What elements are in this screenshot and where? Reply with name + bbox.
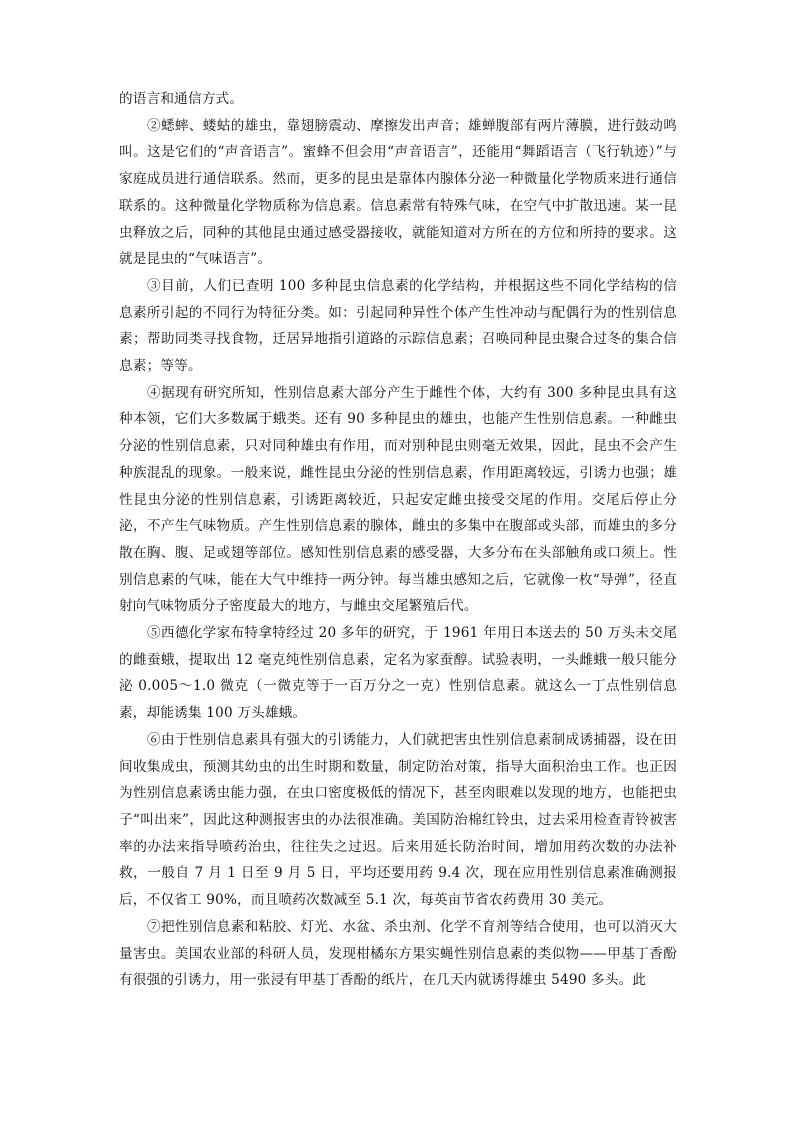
paragraph-2: ②蟋蟀、蝼蛄的雄虫，靠翅膀震动、摩擦发出声音；雄蝉腹部有两片薄膜，进行鼓动鸣叫。这是它们的“声音语言”。蜜蜂不但会用“声音语言”，还能用“舞蹈语言（飞行轨迹）”与家庭成员进行通信联系。然而，更多的昆虫是靠体内腺体分泌一种微量化学物质来进行通信联系的。这种微量化学物质称为信息素。信息素常有特殊气味，在空气中扩散迅速。某一昆虫释放之后，同种的其他昆虫通过感受器接收，就能知道对方所在的方位和所持的要求。这就是昆虫的“气味语言”。 [119, 117, 677, 268]
paragraph-7: ⑦把性别信息素和粘胶、灯光、水盆、杀虫剂、化学不育剂等结合使用，也可以消灭大量害虫。美国农业部的科研人员，发现柑橘东方果实蝇性别信息素的类似物——甲基丁香酚有很强的引诱力，用一张浸有甲基丁香酚的纸片，在几天内就诱得雄虫 5490 多头。此 [119, 918, 677, 989]
paragraph-5: ⑤西德化学家布特拿特经过 20 多年的研究，于 1961 年用日本送去的 50 万头未交尾的雌蚕蛾，提取出 12 毫克纯性别信息素，定名为家蚕醇。试验表明，一头雌蛾一般只能分泌 0.005～1.0 微克（一微克等于一百万分之一克）性别信息素。就这么一丁点性别信息素，却能诱集 100 万头雄蛾。 [119, 625, 677, 722]
paragraph-3: ③目前，人们已查明 100 多种昆虫信息素的化学结构，并根据这些不同化学结构的信息素所引起的不同行为特征分类。如：引起同种异性个体产生性冲动与配偶行为的性别信息素；帮助同类寻找食物，迁居异地指引道路的示踪信息素；召唤同种昆虫聚合过冬的集合信息素；等等。 [119, 277, 677, 375]
document-page [119, 86, 677, 994]
paragraph-continued: 的语言和通信方式。 [119, 91, 244, 107]
paragraph-4: ④据现有研究所知，性别信息素大部分产生于雌性个体，大约有 300 多种昆虫具有这种本领，它们大多数属于蛾类。还有 90 多种昆虫的雄虫，也能产生性别信息素。一种雌虫分泌的性别信息素，只对同种雄虫有作用，而对别种昆虫则毫无效果，因此，昆虫不会产生种族混乱的现象。一般来说，雌性昆虫分泌的性别信息素，作用距离较远，引诱力也强；雄性昆虫分泌的性别信息素，引诱距离较近，只起安定雌虫接受交尾的作用。交尾后停止分泌，不产生气味物质。产生性别信息素的腺体，雌虫的多集中在腹部或头部，而雄虫的多分散在胸、腹、足或翅等部位。感知性别信息素的感受器，大多分布在头部触角或口须上。性别信息素的气味，能在大气中维持一两分钟。每当雄虫感知之后，它就像一枚“导弹”，径直射向气味物质分子密度最大的地方，与雌虫交尾繁殖后代。 [119, 384, 677, 615]
paragraph-6: ⑥由于性别信息素具有强大的引诱能力，人们就把害虫性别信息素制成诱捕器，设在田间收集成虫，预测其幼虫的出生时期和数量，制定防治对策，指导大面积治虫工作。也正因为性别信息素诱虫能力强，在虫口密度极低的情况下，甚至肉眼难以发现的地方，也能把虫子“叫出来”，因此这种测报害虫的办法很准确。美国防治棉红铃虫，过去采用检查青铃被害率的办法来指导喷药治虫，往往失之过迟。后来用延长防治时间，增加用药次数的办法补救，一般自 7 月 1 日至 9 月 5 日，平均还要用药 9.4 次，现在应用性别信息素准确测报后，不仅省工 90%，而且喷药次数减至 5.1 次，每英亩节省农药费用 30 美元。 [119, 731, 677, 909]
